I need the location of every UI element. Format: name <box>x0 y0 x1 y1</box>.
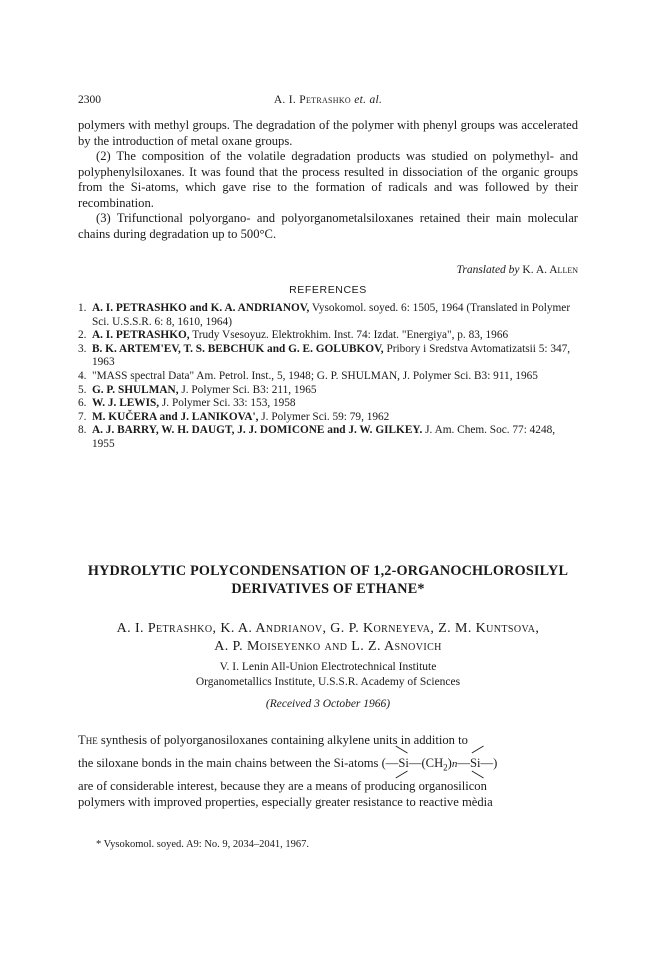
article-title-line-2: DERIVATIVES OF ETHANE* <box>231 581 425 597</box>
page-number: 2300 <box>78 94 101 106</box>
reference-authors: A. J. BARRY, W. H. DAUGT, J. J. DOMICONE and J. W. GILKEY. <box>92 424 423 437</box>
reference-authors: G. P. SHULMAN, <box>92 383 179 396</box>
received-text: (Received 3 October 1966) <box>265 698 391 710</box>
reference-number: 6. <box>78 397 87 410</box>
continuation-paragraph-3: (3) Trifunctional polyorgano- and polyorganometalsiloxanes retained their main molecular chains during degradation up to 500°C. <box>78 211 578 241</box>
article-title <box>78 562 578 598</box>
reference-source: J. Polymer Sci. B3: 211, 1965 <box>178 383 317 396</box>
reference-number: 3. <box>78 342 87 355</box>
reference-item <box>78 329 578 343</box>
intro-line-4: polymers with improved properties, especially greater resistance to reactive mèdia <box>78 795 493 809</box>
intro-line-1 <box>78 733 578 748</box>
reference-authors: M. KUČERA and J. LANIKOVA', <box>92 410 259 423</box>
translator-label: Translated by <box>456 264 520 276</box>
reference-source: Trudy Vsesoyuz. Elektrokhim. Inst. 74: Izdat. "Energiya", p. 83, 1966 <box>189 329 509 342</box>
siloxane-formula <box>386 756 493 773</box>
reference-item <box>78 343 578 370</box>
reference-number: 5. <box>78 383 87 396</box>
reference-item <box>78 370 578 384</box>
reference-authors: A. I. PETRASHKO and K. A. ANDRIANOV, <box>92 302 310 314</box>
reference-number: 1. <box>78 302 87 314</box>
continuation-text <box>78 118 578 242</box>
continuation-paragraph-1: polymers with methyl groups. The degradation of the polymer with phenyl groups was accelerated by the introduction of metal oxane groups. <box>78 118 578 148</box>
affiliation-line-1: V. I. Lenin All-Union Electrotechnical Institute <box>219 661 437 673</box>
intro-first-word: The <box>78 733 98 747</box>
intro-line-2 <box>78 756 578 773</box>
affiliation-line-2: Organometallics Institute, U.S.S.R. Academy of Sciences <box>195 676 461 688</box>
references-heading: REFERENCES <box>289 284 367 296</box>
article-authors-line-2: A. P. Moiseyenko and L. Z. Asnovich <box>214 639 442 654</box>
running-head <box>78 94 578 110</box>
article-title-line-1: HYDROLYTIC POLYCONDENSATION OF 1,2-ORGANOCHLOROSILYL <box>87 563 569 579</box>
translator-credit <box>78 264 578 276</box>
reference-item <box>78 302 578 329</box>
running-title <box>78 94 578 106</box>
intro-line-3: are of considerable interest, because they are a means of producing organosilicon <box>78 779 487 793</box>
reference-number: 8. <box>78 424 87 437</box>
continuation-paragraph-2: (2) The composition of the volatile degradation products was studied on polymethyl- and polyphenylsiloxanes. It was found that the process resulted in dissociation of the organic groups from the Si-atoms, which gave rise to the formation of radicals and was followed by their recombination. <box>78 149 578 210</box>
reference-item <box>78 411 578 425</box>
references-list <box>78 302 578 452</box>
received-date <box>78 698 578 710</box>
reference-number: 4. <box>78 369 87 382</box>
translator-name: K. A. Allen <box>522 264 578 276</box>
intro-line-1-text: synthesis of polyorganosiloxanes containing alkylene units in addition to <box>97 733 468 747</box>
reference-source: Pribory i Sredstva Avtomatizatsii 5: 347, 1963 <box>92 342 571 369</box>
reference-authors: A. I. PETRASHKO, <box>92 329 190 342</box>
article-authors <box>78 620 578 656</box>
reference-authors: "MASS spectral Data" <box>92 369 195 382</box>
reference-source: Am. Petrol. Inst., 5, 1948; G. P. SHULMAN, J. Polymer Sci. B3: 911, 1965 <box>194 369 538 382</box>
reference-number: 2. <box>78 329 87 342</box>
running-author: A. I. Petrashko <box>273 94 352 106</box>
reference-source: J. Am. Chem. Soc. 77: 4248, 1955 <box>92 424 556 450</box>
footnote: * Vysokomol. soyed. A9: No. 9, 2034–2041, 1967. <box>96 839 310 850</box>
reference-source: J. Polymer Sci. 59: 79, 1962 <box>258 410 390 423</box>
reference-authors: W. J. LEWIS, <box>92 397 160 410</box>
reference-source: J. Polymer Sci. 33: 153, 1958 <box>159 397 296 410</box>
formula-bond-lines <box>386 744 493 784</box>
reference-authors: B. K. ARTEM'EV, T. S. BEBCHUK and G. E. GOLUBKOV, <box>92 342 384 355</box>
reference-number: 7. <box>78 410 87 423</box>
reference-item <box>78 424 578 451</box>
reference-source: Vysokomol. soyed. 6: 1505, 1964 (Translated in Polymer Sci. U.S.S.R. 6: 8, 1610, 1964) <box>92 302 571 328</box>
reference-item <box>78 384 578 398</box>
intro-line-2-text: the siloxane bonds in the main chains between the Si-atoms ( <box>78 756 386 770</box>
running-etal: et. al. <box>351 94 383 106</box>
article-affiliation <box>78 660 578 690</box>
reference-item <box>78 397 578 411</box>
intro-line-2-close: ) <box>493 756 498 770</box>
article-authors-line-1: A. I. Petrashko, K. A. Andrianov, G. P. Korneyeva, Z. M. Kuntsova, <box>116 621 540 636</box>
formula-text: $—Si—(CH_2)n—Si—$ <box>385 756 494 773</box>
